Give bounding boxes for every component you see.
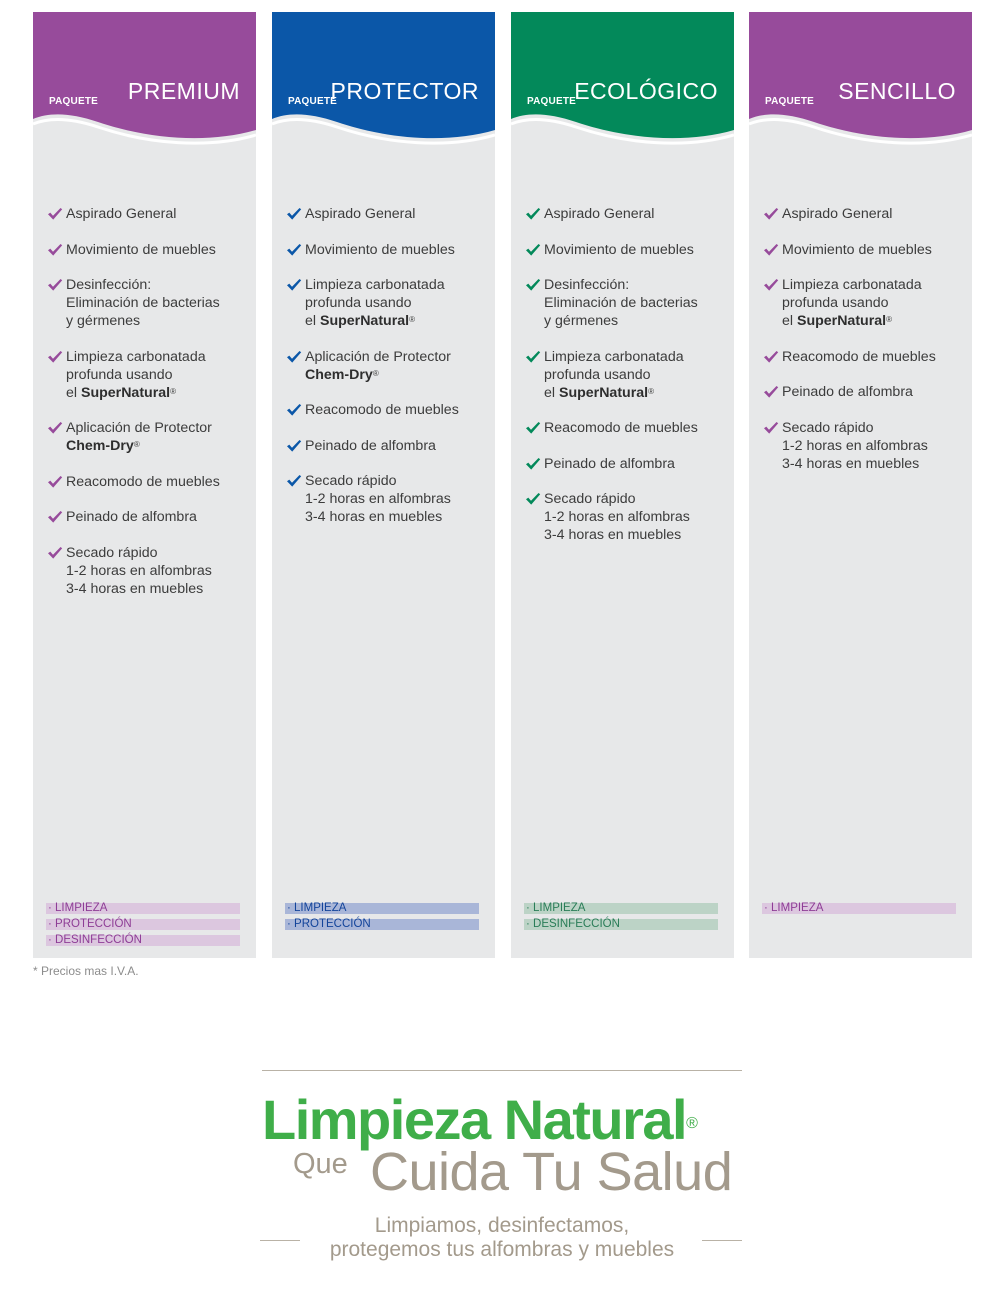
- checkmark-icon: [525, 243, 541, 257]
- feature-item: [47, 473, 252, 491]
- registered-mark: ®: [648, 386, 654, 396]
- feature-line: Peinado de alfombra: [305, 437, 436, 454]
- feature-line: profunda usando: [782, 295, 889, 311]
- feature-line: Desinfección:: [66, 277, 152, 293]
- feature-line: Aplicación de Protector: [66, 420, 212, 436]
- feature-line: Aspirado General: [305, 206, 416, 222]
- feature-item: [763, 383, 968, 401]
- feature-line: Eliminación de bacterias: [66, 295, 220, 311]
- feature-line: Secado rápido: [66, 544, 158, 561]
- service-tag: · DESINFECCIÓN: [46, 935, 240, 946]
- feature-line: [544, 384, 730, 402]
- feature-line: Desinfección:: [544, 277, 630, 293]
- feature-line: Eliminación de bacterias: [544, 295, 698, 311]
- feature-line: Peinado de alfombra: [66, 509, 197, 525]
- checkmark-icon: [286, 403, 302, 417]
- checkmark-icon: [286, 350, 302, 364]
- service-tags: [46, 903, 240, 951]
- feature-line: Aspirado General: [782, 206, 893, 222]
- product-name: SuperNatural: [80, 384, 171, 401]
- registered-mark: ®: [170, 386, 176, 396]
- package-header: [511, 12, 734, 152]
- tagline-line-1: Limpiamos, desinfectamos,: [374, 1214, 630, 1237]
- product-name: SuperNatural: [796, 313, 887, 329]
- slogan-main: Cuida Tu Salud: [370, 1142, 733, 1202]
- registered-mark: ®: [133, 440, 140, 449]
- service-tag: · PROTECCIÓN: [285, 919, 479, 930]
- slogan-que: Que: [293, 1148, 348, 1180]
- feature-line: [305, 312, 491, 330]
- feature-line: Aplicación de Protector: [305, 348, 451, 365]
- feature-item: [47, 419, 252, 455]
- registered-mark: ®: [372, 368, 379, 378]
- checkmark-icon: [47, 475, 63, 489]
- service-tags: [285, 903, 479, 935]
- feature-line: profunda usando: [305, 295, 412, 311]
- checkmark-icon: [763, 421, 779, 435]
- feature-line: 3-4 horas en muebles: [305, 509, 443, 525]
- feature-line-prefix: el: [544, 384, 559, 401]
- package-name: ECOLÓGICO: [574, 78, 718, 104]
- feature-line: Limpieza carbonatada: [305, 277, 445, 293]
- feature-item: [525, 241, 730, 259]
- package-name: PREMIUM: [127, 78, 240, 104]
- package-prefix: PAQUETE: [49, 96, 98, 107]
- package-header: [33, 12, 256, 152]
- feature-line: Movimiento de muebles: [544, 241, 694, 258]
- checkmark-icon: [47, 243, 63, 257]
- package-prefix: PAQUETE: [527, 96, 576, 107]
- feature-list: [286, 205, 491, 544]
- feature-line: [305, 366, 491, 384]
- package-prefix: PAQUETE: [765, 96, 814, 107]
- feature-item: [47, 508, 252, 526]
- checkmark-icon: [763, 350, 779, 364]
- feature-line: [66, 384, 252, 402]
- feature-item: [47, 544, 252, 598]
- package-name: PROTECTOR: [330, 78, 479, 104]
- checkmark-icon: [525, 207, 541, 221]
- brand-name-text: Limpieza Natural: [262, 1088, 687, 1151]
- feature-line-prefix: el: [305, 313, 320, 329]
- top-divider: [262, 1070, 742, 1071]
- package-name: SENCILLO: [838, 78, 956, 104]
- feature-line: Reacomodo de muebles: [544, 420, 698, 436]
- feature-line: y gérmenes: [544, 313, 619, 329]
- registered-mark: ®: [886, 315, 892, 324]
- package-sencillo: [749, 12, 972, 958]
- feature-line: Movimiento de muebles: [66, 241, 216, 258]
- feature-line: 1-2 horas en alfombras: [305, 491, 451, 507]
- product-name: Chem-Dry: [305, 366, 373, 383]
- feature-line: Aspirado General: [544, 206, 655, 222]
- registered-mark: ®: [409, 315, 415, 324]
- checkmark-icon: [47, 350, 63, 364]
- feature-line: Limpieza carbonatada: [782, 277, 922, 293]
- feature-line: Secado rápido: [782, 419, 874, 436]
- package-header: [749, 12, 972, 152]
- checkmark-icon: [47, 546, 63, 560]
- feature-line: 1-2 horas en alfombras: [66, 562, 212, 579]
- registered-mark: ®: [686, 1115, 697, 1132]
- feature-line: profunda usando: [66, 366, 173, 383]
- checkmark-icon: [286, 207, 302, 221]
- feature-line: 3-4 horas en muebles: [66, 580, 204, 597]
- package-premium: [33, 12, 256, 958]
- feature-list: [47, 205, 252, 615]
- feature-item: [763, 419, 968, 473]
- package-prefix: PAQUETE: [288, 96, 337, 107]
- feature-line: Peinado de alfombra: [544, 455, 675, 472]
- service-tag: · LIMPIEZA: [524, 903, 718, 914]
- checkmark-icon: [286, 278, 302, 292]
- feature-line: Movimiento de muebles: [305, 241, 455, 258]
- price-footnote: * Precios mas I.V.A.: [33, 964, 139, 978]
- feature-item: [525, 490, 730, 544]
- feature-item: [525, 205, 730, 223]
- product-name: Chem-Dry: [66, 438, 134, 454]
- feature-item: [286, 205, 491, 223]
- feature-line: 1-2 horas en alfombras: [544, 509, 690, 525]
- package-protector: [272, 12, 495, 958]
- checkmark-icon: [525, 278, 541, 292]
- feature-line: Limpieza carbonatada: [544, 348, 684, 365]
- service-tag: · DESINFECCIÓN: [524, 919, 718, 930]
- feature-line: profunda usando: [544, 366, 651, 383]
- feature-line: Aspirado General: [66, 206, 177, 222]
- feature-line: Movimiento de muebles: [782, 241, 932, 258]
- feature-item: [286, 472, 491, 526]
- feature-item: [286, 348, 491, 384]
- feature-line: Secado rápido: [305, 473, 397, 489]
- checkmark-icon: [47, 421, 63, 435]
- feature-item: [763, 205, 968, 223]
- feature-item: [525, 419, 730, 437]
- feature-line: Reacomodo de muebles: [782, 348, 936, 365]
- feature-item: [525, 348, 730, 402]
- product-name: SuperNatural: [319, 313, 410, 329]
- feature-item: [763, 348, 968, 366]
- checkmark-icon: [47, 510, 63, 524]
- checkmark-icon: [525, 350, 541, 364]
- feature-line: Reacomodo de muebles: [305, 402, 459, 418]
- service-tags: [524, 903, 718, 935]
- feature-item: [763, 276, 968, 330]
- service-tag: · PROTECCIÓN: [46, 919, 240, 930]
- service-tag: · LIMPIEZA: [46, 903, 240, 914]
- feature-line: Peinado de alfombra: [782, 384, 913, 400]
- feature-list: [525, 205, 730, 562]
- feature-line: Limpieza carbonatada: [66, 348, 206, 365]
- product-name: SuperNatural: [558, 384, 649, 401]
- tagline: [262, 1214, 742, 1262]
- checkmark-icon: [525, 457, 541, 471]
- checkmark-icon: [47, 207, 63, 221]
- checkmark-icon: [763, 243, 779, 257]
- feature-line: 3-4 horas en muebles: [544, 527, 682, 543]
- feature-item: [525, 276, 730, 330]
- feature-item: [47, 348, 252, 402]
- checkmark-icon: [525, 421, 541, 435]
- checkmark-icon: [47, 278, 63, 292]
- tagline-line-2: protegemos tus alfombras y muebles: [329, 1238, 675, 1261]
- checkmark-icon: [286, 439, 302, 453]
- feature-line: 3-4 horas en muebles: [782, 455, 920, 472]
- feature-item: [286, 241, 491, 259]
- feature-item: [286, 276, 491, 330]
- feature-item: [286, 401, 491, 419]
- feature-line: y gérmenes: [66, 313, 141, 329]
- feature-item: [47, 205, 252, 223]
- feature-list: [763, 205, 968, 490]
- checkmark-icon: [763, 385, 779, 399]
- feature-line: Reacomodo de muebles: [66, 473, 220, 490]
- feature-item: [525, 455, 730, 473]
- service-tags: [762, 903, 956, 919]
- service-tag: · LIMPIEZA: [285, 903, 479, 914]
- feature-line-prefix: el: [66, 384, 81, 401]
- feature-item: [763, 241, 968, 259]
- feature-line: [66, 437, 252, 455]
- package-header: [272, 12, 495, 152]
- feature-item: [286, 437, 491, 455]
- checkmark-icon: [286, 474, 302, 488]
- service-tag: · LIMPIEZA: [762, 903, 956, 914]
- checkmark-icon: [763, 278, 779, 292]
- feature-line: [782, 312, 968, 330]
- feature-line: 1-2 horas en alfombras: [782, 437, 928, 454]
- package-ecologico: [511, 12, 734, 958]
- checkmark-icon: [525, 492, 541, 506]
- checkmark-icon: [286, 243, 302, 257]
- feature-line-prefix: el: [782, 313, 797, 329]
- feature-item: [47, 276, 252, 330]
- feature-line: Secado rápido: [544, 491, 636, 507]
- checkmark-icon: [763, 207, 779, 221]
- feature-item: [47, 241, 252, 259]
